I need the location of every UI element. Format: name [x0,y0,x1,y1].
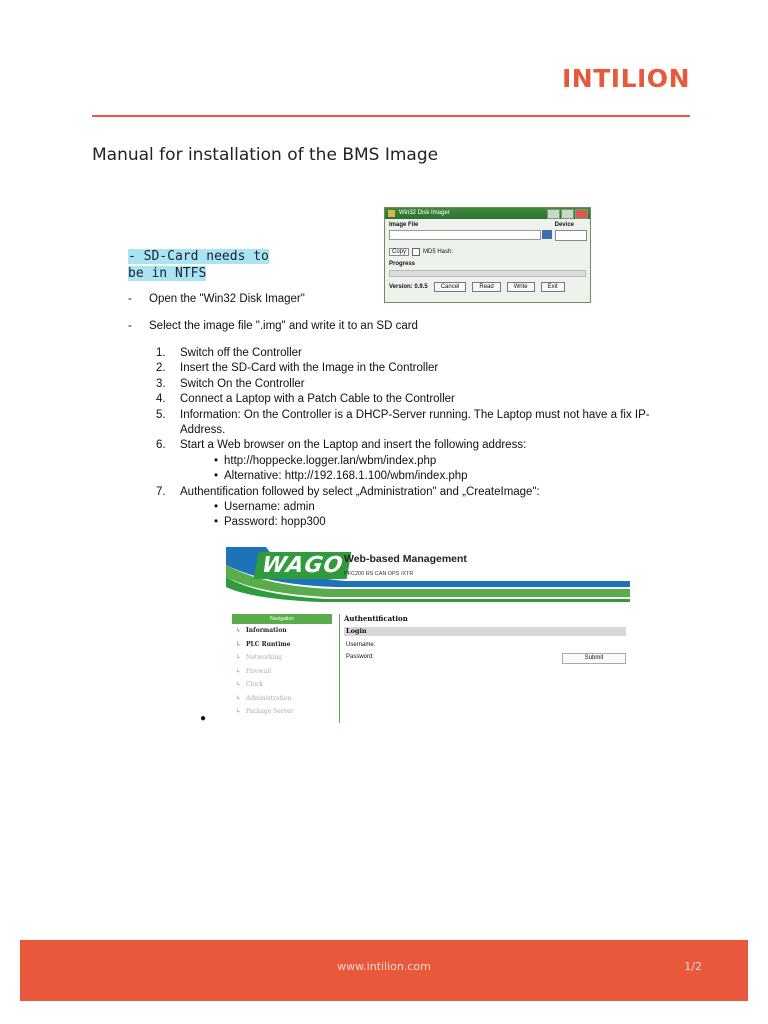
nav-item-label: Package Server [246,708,294,715]
step-number: 6. [156,439,166,452]
step-text: Switch off the Controller [180,347,302,359]
step-text: Connect a Laptop with a Patch Cable to the Controller [180,393,455,406]
navigation-header: Navigation [232,614,332,624]
dash-marker: - [128,293,132,305]
nav-item-plc-runtime [232,638,332,652]
ntfs-note-line1: - SD-Card needs to [128,249,269,264]
sub-text: Username: admin [224,501,315,514]
arrow-icon: ↳ [236,640,242,648]
ntfs-note-line2: be in NTFS [128,266,207,281]
nav-item-package-server [232,705,332,719]
step-text: Address. [180,424,226,437]
nav-item-label: Firewall [246,667,272,675]
nav-item-label: Clock [246,681,264,688]
read-button: Read [472,282,500,292]
progress-bar [389,270,586,277]
maximize-icon [561,209,574,219]
nav-item-administration [232,692,332,706]
bullet-text: Open the "Win32 Disk Imager" [149,293,305,305]
steps-list [150,346,710,531]
bullet-dot: • [214,470,219,483]
disk-imager-screenshot [384,207,591,303]
step-2 [150,361,710,376]
login-bar: Login [344,627,626,636]
disk-imager-titlebar [385,208,590,219]
step-6 [150,438,710,453]
nav-item-clock [232,678,332,692]
bullet-dot: • [214,501,219,514]
step-number: 3. [156,377,166,390]
version-label: Version: 0.9.5 [389,284,428,290]
footer-bar [20,940,748,1001]
step-5 [150,408,710,423]
header-rule [92,115,690,117]
ntfs-note [128,248,269,282]
image-file-field [389,230,541,240]
device-select [555,230,587,241]
folder-icon [542,230,552,239]
step-4 [150,392,710,407]
nav-item-label: PLC Runtime [246,640,291,648]
brand-logo: INTILION [562,64,690,93]
disk-imager-bottom-row [389,282,586,292]
step-text: Start a Web browser on the Laptop and insert the following address: [180,439,527,452]
arrow-icon: ↳ [236,708,242,715]
wago-navigation [232,614,332,719]
stray-bullet-dot: ● [200,713,207,724]
arrow-icon: ↳ [236,654,242,661]
disk-imager-app-icon [388,210,395,217]
wago-logo: WAGO [254,552,352,579]
device-label: Device [554,222,574,228]
username-label: Username: [346,642,376,648]
progress-label: Progress [389,261,416,267]
footer-url[interactable]: www.intilion.com [337,960,431,973]
arrow-icon: ↳ [236,681,242,688]
arrow-icon: ↳ [236,667,242,675]
minimize-icon [547,209,560,219]
cancel-button: Cancel [434,282,467,292]
nav-divider [339,614,340,723]
step-text: Insert the SD-Card with the Image in the Controller [180,362,439,375]
sub-text: Password: hopp300 [224,516,326,529]
step-7 [150,485,710,500]
nav-item-firewall [232,665,332,679]
bullet-dot: • [214,454,219,467]
step-text: Switch On the Controller [180,377,305,390]
nav-item-information [232,624,332,638]
step-6-url-primary [150,454,710,469]
wago-screenshot [226,547,630,723]
close-icon [575,209,588,219]
disk-imager-title: Win32 Disk Imager [399,210,450,216]
step-7-username [150,500,710,515]
bullet-text: Select the image file ".img" and write it to an SD card [149,320,418,332]
copy-row [389,248,453,256]
md5-checkbox [412,248,420,256]
arrow-icon: ↳ [236,694,242,702]
bullet-dot: • [214,516,219,529]
step-text: Authentification followed by select „Administration" and „CreateImage": [180,485,540,498]
image-file-label: Image File [389,222,419,228]
wago-model: PFC200 RS CAN DPS /XTR [344,571,414,577]
step-number: 2. [156,362,166,375]
authentification-title: Authentification [344,614,408,623]
submit-button: Submit [562,653,626,664]
nav-item-label: Administration [246,694,292,702]
step-number: 5. [156,408,166,421]
step-number: 4. [156,393,166,406]
step-5-continuation [150,423,710,438]
sub-text: Alternative: http://192.168.1.100/wbm/index.php [224,470,468,483]
step-text: Information: On the Controller is a DHCP-Server running. The Laptop must not have a fix IP- [180,408,650,421]
sub-text: http://hoppecke.logger.lan/wbm/index.php [224,454,437,467]
page-title: Manual for installation of the BMS Image [92,145,439,165]
md5-label: MD5 Hash: [423,249,454,255]
password-label: Password: [346,654,375,660]
window-controls [547,209,588,219]
dash-marker: - [128,320,132,332]
write-button: Write [507,282,535,292]
exit-button: Exit [541,282,565,292]
step-number: 7. [156,485,166,498]
step-3 [150,377,710,392]
copy-button: Copy [389,248,409,256]
step-6-url-alternative [150,469,710,484]
nav-item-label: Networking [246,654,283,661]
nav-item-networking [232,651,332,665]
step-7-password [150,515,710,530]
step-number: 1. [156,347,166,359]
nav-item-label: Information [246,627,287,634]
step-1 [150,346,710,361]
arrow-icon: ↳ [236,627,242,634]
wago-heading: Web-based Management [344,553,467,565]
page-number: 1/2 [684,960,702,973]
